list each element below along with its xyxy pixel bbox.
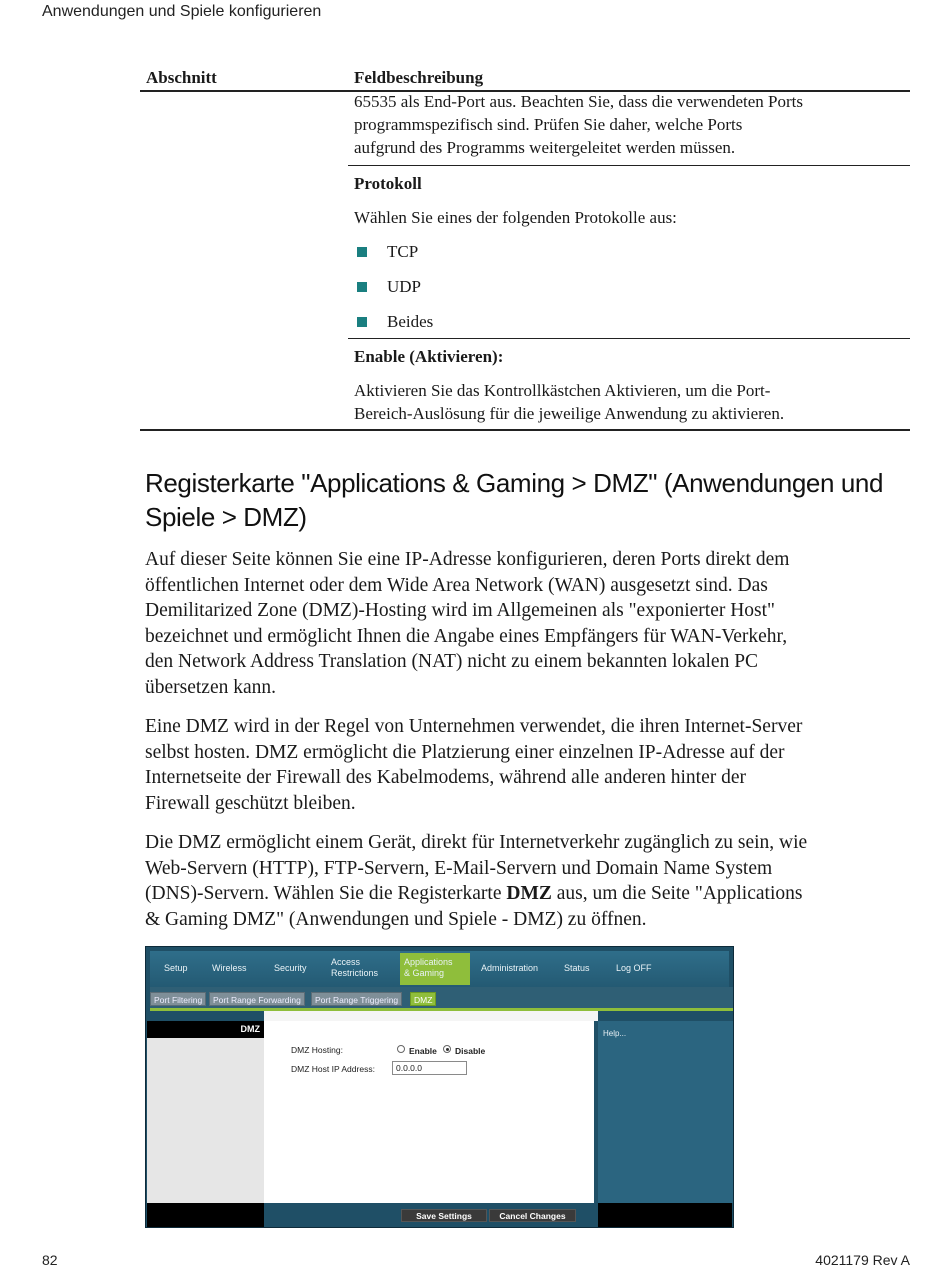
square-bullet-icon (357, 317, 367, 327)
enable-radio[interactable] (397, 1045, 405, 1053)
save-settings-button[interactable]: Save Settings (401, 1209, 487, 1222)
table-header (140, 66, 910, 92)
nav-status[interactable]: Status (564, 963, 590, 973)
nav-wireless[interactable]: Wireless (212, 963, 247, 973)
left-panel (147, 1021, 264, 1203)
dmz-host-ip-input[interactable]: 0.0.0.0 (392, 1061, 467, 1075)
tab-port-range-forwarding[interactable]: Port Range Forwarding (209, 992, 305, 1006)
dmz-hosting-label: DMZ Hosting: (291, 1045, 343, 1055)
port-continuation-text: 65535 als End-Port aus. Beachten Sie, dass die verwendeten Ports programmspezifisch sind. Prüfen Sie daher, welche Ports aufgrund des Programms weitergeleitet werden müssen. (354, 92, 803, 157)
cancel-changes-button[interactable]: Cancel Changes (489, 1209, 576, 1222)
bottom-bar (147, 1203, 732, 1228)
row-divider (348, 165, 910, 166)
help-panel (598, 1021, 733, 1203)
nav-restrictions[interactable]: Restrictions (331, 968, 379, 978)
disable-radio[interactable] (443, 1045, 451, 1053)
left-panel-heading: DMZ (147, 1021, 264, 1038)
enable-description: Aktivieren Sie das Kontrollkästchen Aktivieren, um die Port- Bereich-Auslösung für die jeweilige Anwendung zu aktivieren. (354, 381, 785, 423)
disable-radio-label: Disable (455, 1046, 486, 1056)
protocol-heading: Protokoll (354, 174, 422, 193)
nav-setup[interactable]: Setup (164, 963, 188, 973)
paragraph-2: Eine DMZ wird in der Regel von Unternehmen verwendet, die ihren Internet-Server selbst hosten. DMZ ermöglicht die Platzierung einer einzelnen IP-Adresse auf der Internetseite der Firewall des Kabelmodems, während alle anderen hinter der Firewall geschützt bleiben. (145, 716, 803, 814)
content-top-strip (264, 1011, 598, 1021)
tab-dmz[interactable]: DMZ (410, 992, 436, 1006)
top-navigation (150, 951, 729, 987)
square-bullet-icon (357, 282, 367, 292)
paragraph-3: Die DMZ ermöglicht einem Gerät, direkt für Internetverkehr zugänglich zu sein, wie Web-Servern (HTTP), FTP-Servern, E-Mail-Servern und Domain Name System (DNS)-Servern. Wählen Sie die Registerkarte DMZ aus, um die Seite "Applications & Gaming DMZ" (Anwendungen und Spiele - DMZ) zu öffnen. (145, 832, 808, 930)
row-divider (348, 338, 910, 339)
help-link[interactable]: Help... (603, 1029, 627, 1038)
nav-administration[interactable]: Administration (481, 963, 539, 973)
nav-security[interactable]: Security (274, 963, 307, 973)
nav-log-off[interactable]: Log OFF (616, 963, 652, 973)
paragraph-1: Auf dieser Seite können Sie eine IP-Adresse konfigurieren, deren Ports direkt dem öffentlichen Internet oder dem Wide Area Network (WAN) ausgesetzt sind. Das Demilitarized Zone (DMZ)-Hosting wird im Allgemeinen als "exponierter Host" bezeichnet und ermöglicht Ihnen die Angabe eines Empfängers für WAN-Verkehr, den Network Address Translation (NAT) nicht zu einem bekannten lokalen PC übersetzen kann. (145, 549, 790, 698)
page-number: 82 (42, 1252, 58, 1268)
square-bullet-icon (357, 247, 367, 257)
column-header-field-description: Feldbeschreibung (354, 68, 484, 87)
dmz-bold-term: DMZ (506, 883, 552, 904)
section-title: Registerkarte "Applications & Gaming > DMZ" (Anwendungen und Spiele > DMZ) (145, 468, 884, 532)
nav-applications[interactable]: Applications (404, 957, 453, 967)
table-bottom-rule (140, 429, 910, 431)
column-header-section: Abschnitt (146, 68, 217, 87)
document-id: 4021179 Rev A (815, 1252, 910, 1268)
running-header: Anwendungen und Spiele konfigurieren (42, 3, 322, 20)
enable-heading: Enable (Aktivieren): (354, 347, 504, 366)
sub-navigation (150, 987, 733, 1009)
router-ui-screenshot (145, 946, 734, 1228)
dmz-host-ip-label: DMZ Host IP Address: (291, 1064, 375, 1074)
protocol-intro: Wählen Sie eines der folgenden Protokolle aus: (354, 208, 677, 227)
tab-port-filtering[interactable]: Port Filtering (150, 992, 206, 1006)
enable-radio-label: Enable (409, 1046, 437, 1056)
content-area (264, 1011, 594, 1203)
nav-gaming[interactable]: & Gaming (404, 968, 445, 978)
tab-port-range-triggering[interactable]: Port Range Triggering (311, 992, 402, 1006)
nav-access[interactable]: Access (331, 957, 361, 967)
